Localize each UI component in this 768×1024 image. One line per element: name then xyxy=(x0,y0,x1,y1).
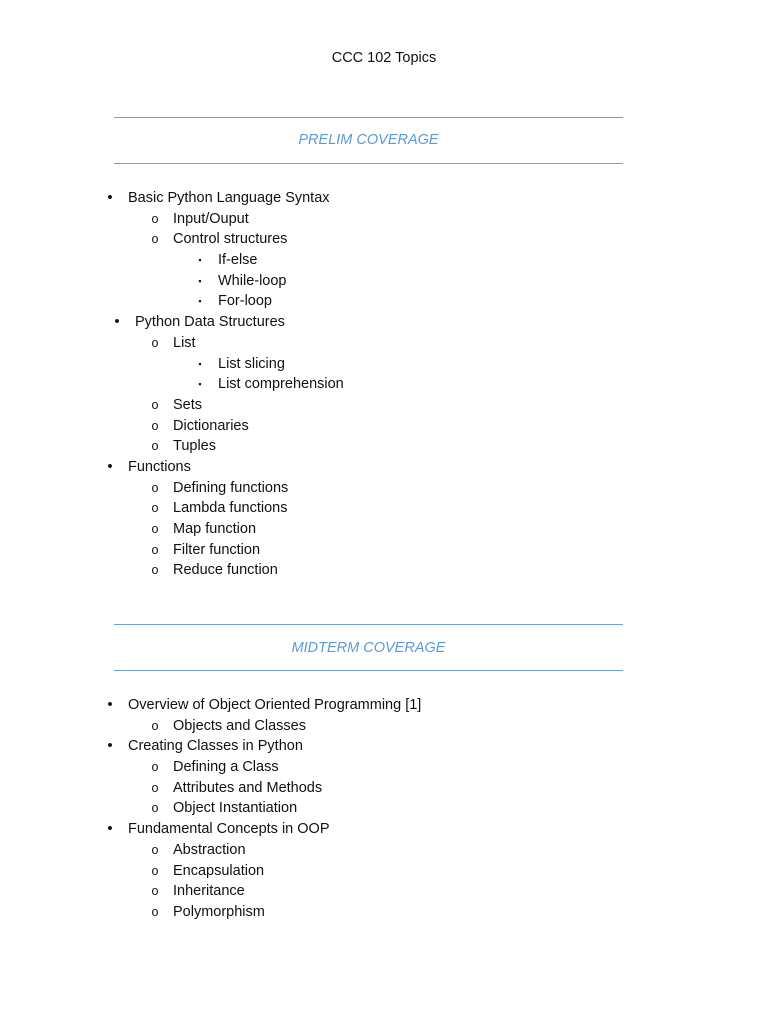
topic-text: Functions xyxy=(128,458,191,475)
document-title: CCC 102 Topics xyxy=(331,50,437,66)
prelim-top-rule xyxy=(114,117,623,118)
topic-text: Abstraction xyxy=(173,841,246,858)
prelim-topic-level-2 xyxy=(0,333,768,354)
bullet-level-2-icon: o xyxy=(151,780,159,795)
bullet-level-1-icon: • xyxy=(107,457,113,475)
prelim-topic-level-2 xyxy=(0,436,768,457)
topic-text: Creating Classes in Python xyxy=(128,738,303,755)
bullet-level-1-icon: • xyxy=(114,313,120,331)
midterm-topic-level-2 xyxy=(0,840,768,861)
midterm-heading: MIDTERM COVERAGE xyxy=(291,640,446,656)
midterm-topic-level-2 xyxy=(0,902,768,923)
midterm-topic-level-1 xyxy=(0,819,768,840)
prelim-topic-level-2 xyxy=(0,229,768,250)
bullet-level-3-icon: ▪ xyxy=(198,296,202,307)
topic-text: Defining a Class xyxy=(173,759,279,776)
bullet-level-2-icon: o xyxy=(151,418,159,433)
prelim-topic-level-2 xyxy=(0,209,768,230)
bullet-level-2-icon: o xyxy=(151,884,159,899)
bullet-level-2-icon: o xyxy=(151,842,159,857)
bullet-level-2-icon: o xyxy=(151,335,159,350)
topic-text: Encapsulation xyxy=(173,862,265,879)
bullet-level-2-icon: o xyxy=(151,439,159,454)
midterm-topic-level-2 xyxy=(0,798,768,819)
topic-text: Filter function xyxy=(173,541,261,558)
prelim-topic-level-2 xyxy=(0,519,768,540)
topic-text: Map function xyxy=(173,521,257,537)
bullet-level-2-icon: o xyxy=(151,863,159,878)
topic-text: Fundamental Concepts in OOP xyxy=(128,821,330,838)
topic-text: Defining functions xyxy=(173,479,289,496)
bullet-level-2-icon: o xyxy=(151,232,159,247)
bullet-level-2-icon: o xyxy=(151,718,159,733)
topic-text: Polymorphism xyxy=(173,903,265,920)
topic-text: If-else xyxy=(218,252,258,269)
prelim-topic-level-1 xyxy=(0,312,768,333)
topic-text: Reduce function xyxy=(173,562,278,579)
prelim-topic-list xyxy=(0,188,768,581)
prelim-topic-level-3 xyxy=(0,291,768,312)
prelim-topic-level-1 xyxy=(0,457,768,478)
prelim-topic-level-2 xyxy=(0,540,768,561)
prelim-topic-level-2 xyxy=(0,498,768,519)
topic-text: Lambda functions xyxy=(173,500,288,517)
bullet-level-2-icon: o xyxy=(151,563,159,578)
bullet-level-2-icon: o xyxy=(151,904,159,919)
topic-text: List slicing xyxy=(218,355,285,372)
midterm-topic-level-1 xyxy=(0,736,768,757)
topic-text: For-loop xyxy=(218,293,272,310)
midterm-topic-level-2 xyxy=(0,757,768,778)
topic-text: Python Data Structures xyxy=(135,314,285,331)
prelim-topic-level-3 xyxy=(0,374,768,395)
prelim-topic-level-3 xyxy=(0,354,768,375)
bullet-level-2-icon: o xyxy=(151,211,159,226)
topic-text: Input/Ouput xyxy=(173,210,249,227)
prelim-topic-level-2 xyxy=(0,395,768,416)
bullet-level-3-icon: ▪ xyxy=(198,255,202,266)
bullet-level-2-icon: o xyxy=(151,480,159,495)
prelim-topic-level-3 xyxy=(0,250,768,271)
midterm-topic-level-2 xyxy=(0,881,768,902)
midterm-topic-level-1 xyxy=(0,695,768,716)
topic-text: Control structures xyxy=(173,231,288,248)
topic-text: Sets xyxy=(173,396,203,413)
bullet-level-2-icon: o xyxy=(151,397,159,412)
midterm-topic-level-2 xyxy=(0,861,768,882)
bullet-level-2-icon: o xyxy=(151,501,159,516)
prelim-topic-level-3 xyxy=(0,271,768,292)
topic-text: While-loop xyxy=(218,272,287,289)
bullet-level-3-icon: ▪ xyxy=(198,358,202,369)
prelim-topic-level-2 xyxy=(0,478,768,499)
topic-text: Dictionaries xyxy=(173,417,249,434)
midterm-bottom-rule xyxy=(114,670,623,671)
prelim-bottom-rule xyxy=(114,163,623,164)
bullet-level-2-icon: o xyxy=(151,801,159,816)
bullet-level-1-icon: • xyxy=(107,696,113,713)
prelim-topic-level-2 xyxy=(0,416,768,437)
prelim-topic-level-2 xyxy=(0,560,768,581)
topic-text: Basic Python Language Syntax xyxy=(128,190,330,206)
topic-text: Object Instantiation xyxy=(173,800,298,817)
bullet-level-3-icon: ▪ xyxy=(198,379,202,390)
bullet-level-1-icon: • xyxy=(107,737,113,755)
midterm-top-rule xyxy=(114,624,623,625)
topic-text: Inheritance xyxy=(173,883,245,900)
midterm-topic-level-2 xyxy=(0,778,768,799)
midterm-topic-level-2 xyxy=(0,716,768,737)
topic-text: Overview of Object Oriented Programming [1] xyxy=(128,697,422,713)
bullet-level-2-icon: o xyxy=(151,760,159,775)
midterm-topic-list xyxy=(0,695,768,923)
topic-text: Objects and Classes xyxy=(173,717,306,734)
bullet-level-3-icon: ▪ xyxy=(198,275,202,286)
prelim-topic-level-1 xyxy=(0,188,768,209)
prelim-heading: PRELIM COVERAGE xyxy=(298,132,439,148)
bullet-level-2-icon: o xyxy=(151,522,159,536)
topic-text: List comprehension xyxy=(218,376,344,393)
bullet-level-1-icon: • xyxy=(107,820,113,838)
topic-text: Attributes and Methods xyxy=(173,779,323,796)
bullet-level-1-icon: • xyxy=(107,189,113,206)
topic-text: Tuples xyxy=(173,438,216,455)
bullet-level-2-icon: o xyxy=(151,542,159,557)
topic-text: List xyxy=(173,334,196,351)
